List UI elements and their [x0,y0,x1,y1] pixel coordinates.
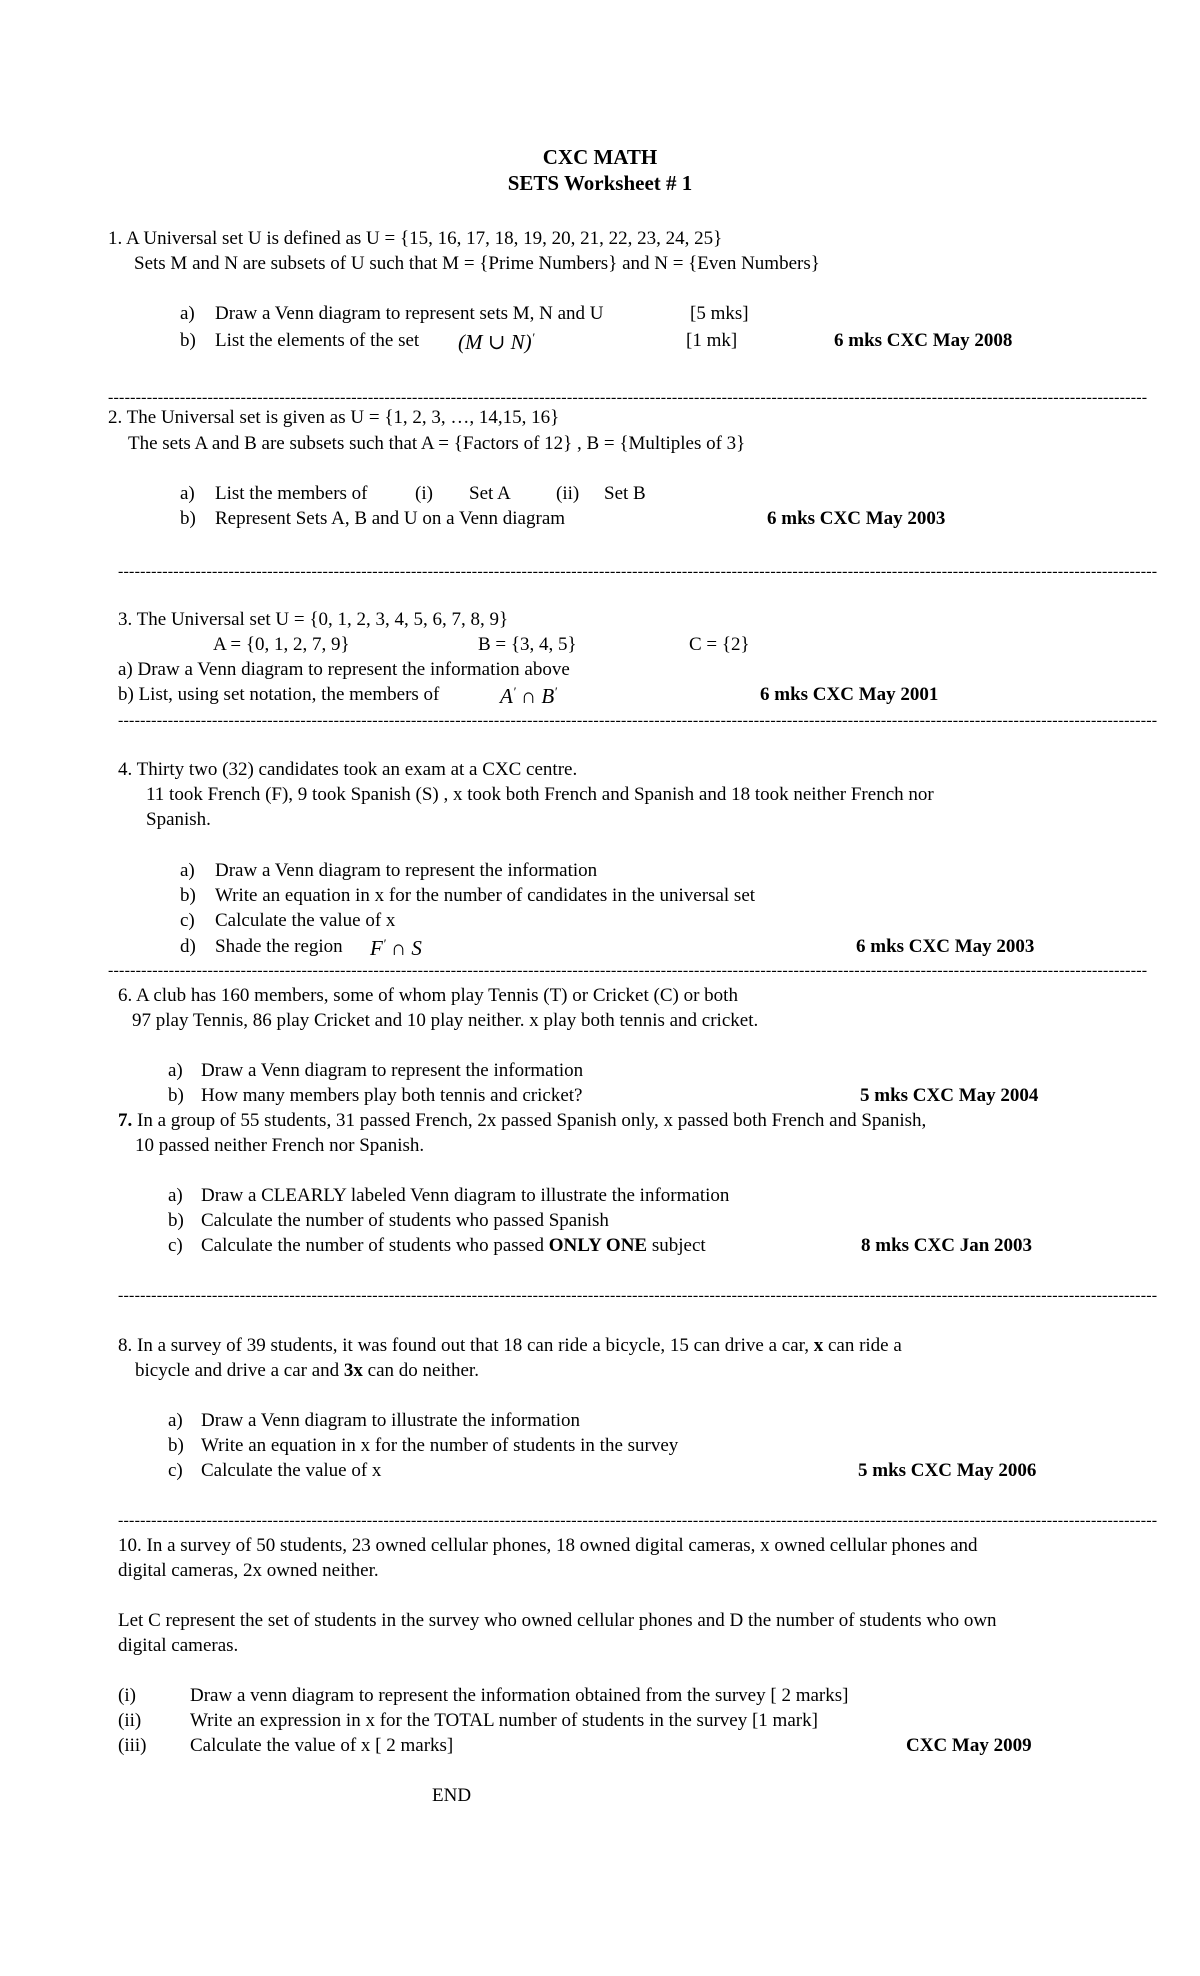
q2-part-b-label: b) [180,508,196,529]
q1-part-a-marks: [5 mks] [690,303,749,324]
q3-part-a-text: a) Draw a Venn diagram to represent the information above [118,659,570,680]
q7-line-2: 10 passed neither French nor Spanish. [135,1135,425,1156]
q1-line-1: 1. A Universal set U is defined as U = {15, 16, 17, 18, 19, 20, 21, 22, 23, 24, 25} [108,228,723,249]
q4-part-a-label: a) [180,860,195,881]
q7-part-b-label: b) [168,1210,184,1231]
q7-part-a-text: Draw a CLEARLY labeled Venn diagram to illustrate the information [201,1185,730,1206]
q10-line-1: 10. In a survey of 50 students, 23 owned cellular phones, 18 owned digital cameras, x owned cellular phones and [118,1535,978,1556]
q7-part-c-text: Calculate the number of students who passed ONLY ONE subject [201,1235,706,1256]
q6-part-a-label: a) [168,1060,183,1081]
q4-part-c-text: Calculate the value of x [215,910,396,931]
q3-set-a: A = {0, 1, 2, 7, 9} [213,634,350,655]
q1-part-a-label: a) [180,303,195,324]
q10-line-2: digital cameras, 2x owned neither. [118,1560,379,1581]
worksheet-subtitle: SETS Worksheet # 1 [507,171,693,195]
q4-part-d-label: d) [180,936,196,957]
q7-part-a-label: a) [168,1185,183,1206]
q6-part-b-label: b) [168,1085,184,1106]
q4-total-marks: 6 mks CXC May 2003 [856,936,1035,957]
q8-line-1: 8. In a survey of 39 students, it was found out that 18 can ride a bicycle, 15 can drive a car, x can ride a [118,1335,902,1356]
q7-part-b-text: Calculate the number of students who passed Spanish [201,1210,609,1231]
q3-set-c: C = {2} [689,634,750,655]
separator-line: -------------------------------------------------------------------------------------------------------------------------------------------------------------------------------------------- [118,712,1158,729]
q8-part-a-text: Draw a Venn diagram to illustrate the information [201,1410,581,1431]
q6-line-2: 97 play Tennis, 86 play Cricket and 10 play neither. x play both tennis and cricket. [132,1010,759,1031]
worksheet-title: CXC MATH [542,145,658,169]
q4-line-1: 4. Thirty two (32) candidates took an exam at a CXC centre. [118,759,578,780]
q1-total-marks: 6 mks CXC May 2008 [834,330,1013,351]
q2-part-a-ii-label: (ii) [556,483,580,504]
q3-part-b-text: b) List, using set notation, the members of [118,684,440,705]
q3-total-marks: 6 mks CXC May 2001 [760,684,939,705]
q3-part-b-expression: A′ ∩ B′ [500,684,558,708]
q4-part-d-expression: F′ ∩ S [370,936,422,960]
end-marker: END [432,1785,472,1806]
q4-part-b-text: Write an equation in x for the number of candidates in the universal set [215,885,756,906]
q7-total-marks: 8 mks CXC Jan 2003 [861,1235,1033,1256]
q10-line-4: digital cameras. [118,1635,239,1656]
separator-line: -------------------------------------------------------------------------------------------------------------------------------------------------------------------------------------------- [118,563,1158,580]
q1-part-b-label: b) [180,330,196,351]
q1-line-2: Sets M and N are subsets of U such that M = {Prime Numbers} and N = {Even Numbers} [134,253,820,274]
separator-line: -------------------------------------------------------------------------------------------------------------------------------------------------------------------------------------------- [108,389,1148,406]
q4-part-c-label: c) [180,910,195,931]
q2-part-a-i-label: (i) [415,483,433,504]
q8-line-2: bicycle and drive a car and 3x can do neither. [135,1360,479,1381]
separator-line: -------------------------------------------------------------------------------------------------------------------------------------------------------------------------------------------- [118,1512,1158,1529]
q10-part-ii-text: Write an expression in x for the TOTAL number of students in the survey [1 mark] [190,1710,818,1731]
q2-line-1: 2. The Universal set is given as U = {1, 2, 3, …, 14,15, 16} [108,407,560,428]
q6-line-1: 6. A club has 160 members, some of whom play Tennis (T) or Cricket (C) or both [118,985,738,1006]
q6-part-a-text: Draw a Venn diagram to represent the information [201,1060,584,1081]
q4-part-d-text: Shade the region [215,936,343,957]
q4-line-2: 11 took French (F), 9 took Spanish (S) , x took both French and Spanish and 18 took neither French nor [146,784,934,805]
q2-total-marks: 6 mks CXC May 2003 [767,508,946,529]
q7-part-c-label: c) [168,1235,183,1256]
separator-line: -------------------------------------------------------------------------------------------------------------------------------------------------------------------------------------------- [108,962,1148,979]
q10-line-3: Let C represent the set of students in the survey who owned cellular phones and D the number of students who own [118,1610,997,1631]
q8-part-c-text: Calculate the value of x [201,1460,382,1481]
q7-line-1: 7. In a group of 55 students, 31 passed French, 2x passed Spanish only, x passed both French and Spanish, [118,1110,927,1131]
q4-part-a-text: Draw a Venn diagram to represent the information [215,860,598,881]
q10-part-iii-label: (iii) [118,1735,147,1756]
q10-total-marks: CXC May 2009 [906,1735,1032,1756]
q8-part-c-label: c) [168,1460,183,1481]
q6-part-b-text: How many members play both tennis and cricket? [201,1085,583,1106]
q2-part-a-ii-text: Set B [604,483,646,504]
q1-part-a-text: Draw a Venn diagram to represent sets M, N and U [215,303,604,324]
q1-part-b-expression: (M ∪ N)′ [458,330,535,354]
q2-part-a-label: a) [180,483,195,504]
q2-part-a-i-text: Set A [469,483,511,504]
q10-part-ii-label: (ii) [118,1710,142,1731]
q2-line-2: The sets A and B are subsets such that A = {Factors of 12} , B = {Multiples of 3} [128,433,746,454]
q6-total-marks: 5 mks CXC May 2004 [860,1085,1039,1106]
separator-line: -------------------------------------------------------------------------------------------------------------------------------------------------------------------------------------------- [118,1287,1158,1304]
q8-part-a-label: a) [168,1410,183,1431]
q3-set-b: B = {3, 4, 5} [478,634,577,655]
q3-line-1: 3. The Universal set U = {0, 1, 2, 3, 4, 5, 6, 7, 8, 9} [118,609,509,630]
q4-part-b-label: b) [180,885,196,906]
q8-part-b-text: Write an equation in x for the number of students in the survey [201,1435,679,1456]
q8-total-marks: 5 mks CXC May 2006 [858,1460,1037,1481]
q4-line-3: Spanish. [146,809,211,830]
q2-part-a-text: List the members of [215,483,368,504]
q10-part-iii-text: Calculate the value of x [ 2 marks] [190,1735,454,1756]
q1-part-b-marks: [1 mk] [686,330,738,351]
q8-part-b-label: b) [168,1435,184,1456]
q2-part-b-text: Represent Sets A, B and U on a Venn diagram [215,508,566,529]
q1-part-b-text: List the elements of the set [215,330,420,351]
q10-part-i-text: Draw a venn diagram to represent the information obtained from the survey [ 2 marks] [190,1685,849,1706]
q10-part-i-label: (i) [118,1685,136,1706]
